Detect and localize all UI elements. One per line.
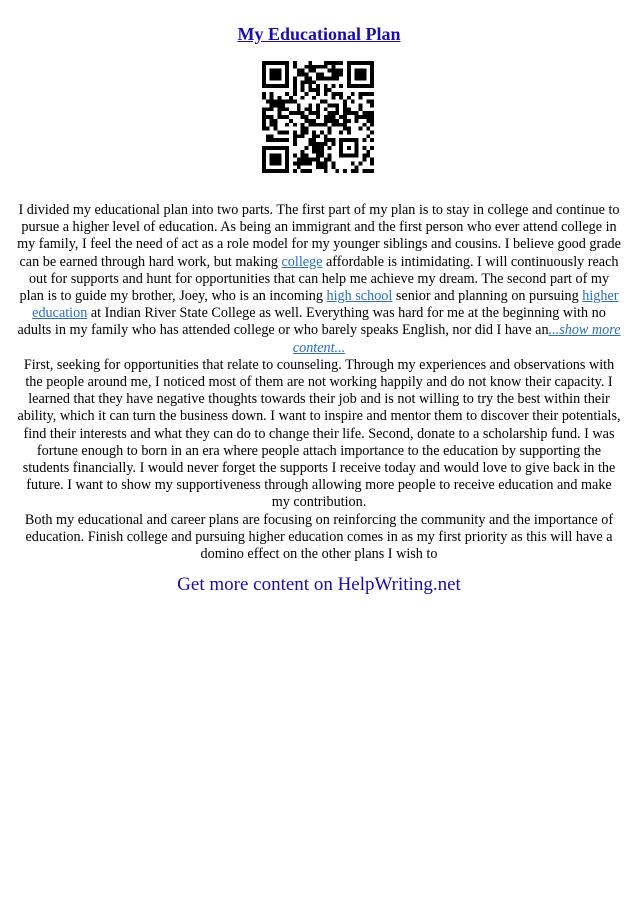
higher-education-link[interactable]: higher education	[32, 288, 619, 322]
college-link[interactable]: college	[281, 253, 323, 270]
get-more-content-link[interactable]: Get more content on HelpWriting.net	[177, 574, 461, 595]
paragraph-3: Both my educational and career plans are focusing on reinforcing the community and the importance of education. Finish college and pursuing higher education comes in as my first priority as this will have a domino effect on the other plans I wish to	[24, 511, 614, 563]
cta-banner	[0, 574, 638, 596]
paragraph-2: First, seeking for opportunities that relate to counseling. Through my experiences and observations with the people around me, I noticed most of them are not working happily and do not know their capacity. I learned that they have negative thoughts towards their job and is not willing to try the best within their ability, which it can turn the business down. I want to inspire and mentor them to discover their potentials, find their interests and what they can do to change their life. Second, donate to a scholarship fund. I was fortune enough to born in an era where people attach importance to the education by supporting the students financially. I would never forget the supports I receive today and would love to give back in the future. I want to show my supportiveness through allowing more people to receive education and make my contribution.	[17, 356, 621, 511]
qr-code-icon	[262, 61, 374, 173]
paragraph-1-text-a: I divided my educational plan into two parts. The first part of my plan is to stay in college and continue to pursue a higher level of education. As being an immigrant and the first person who ever attend college in my family, I feel the need of act as a role model for my younger siblings and cousins. I believe good grade can be earned through hard work, but making	[17, 202, 621, 270]
show-more-link[interactable]: ...show more content...	[292, 322, 621, 356]
paragraph-1-text-b: affordable is intimidating. I will continuously reach out for supports and hunt for opportunities that can help me achieve my dream. The second part of my plan is to guide my brother, Joey, who is an incoming	[19, 253, 619, 305]
paragraph-1-text-c: senior and planning on pursuing	[392, 288, 583, 305]
high-school-link[interactable]: high school	[326, 288, 393, 305]
page-title	[0, 24, 638, 45]
paragraph-1	[16, 202, 622, 357]
essay-body	[16, 202, 622, 563]
title-link[interactable]: My Educational Plan	[237, 24, 401, 44]
paragraph-1-text-d: at Indian River State College as well. Everything was hard for me at the beginning with no adults in my family who has attended college or who barely speaks English, nor did I have an	[17, 305, 606, 339]
